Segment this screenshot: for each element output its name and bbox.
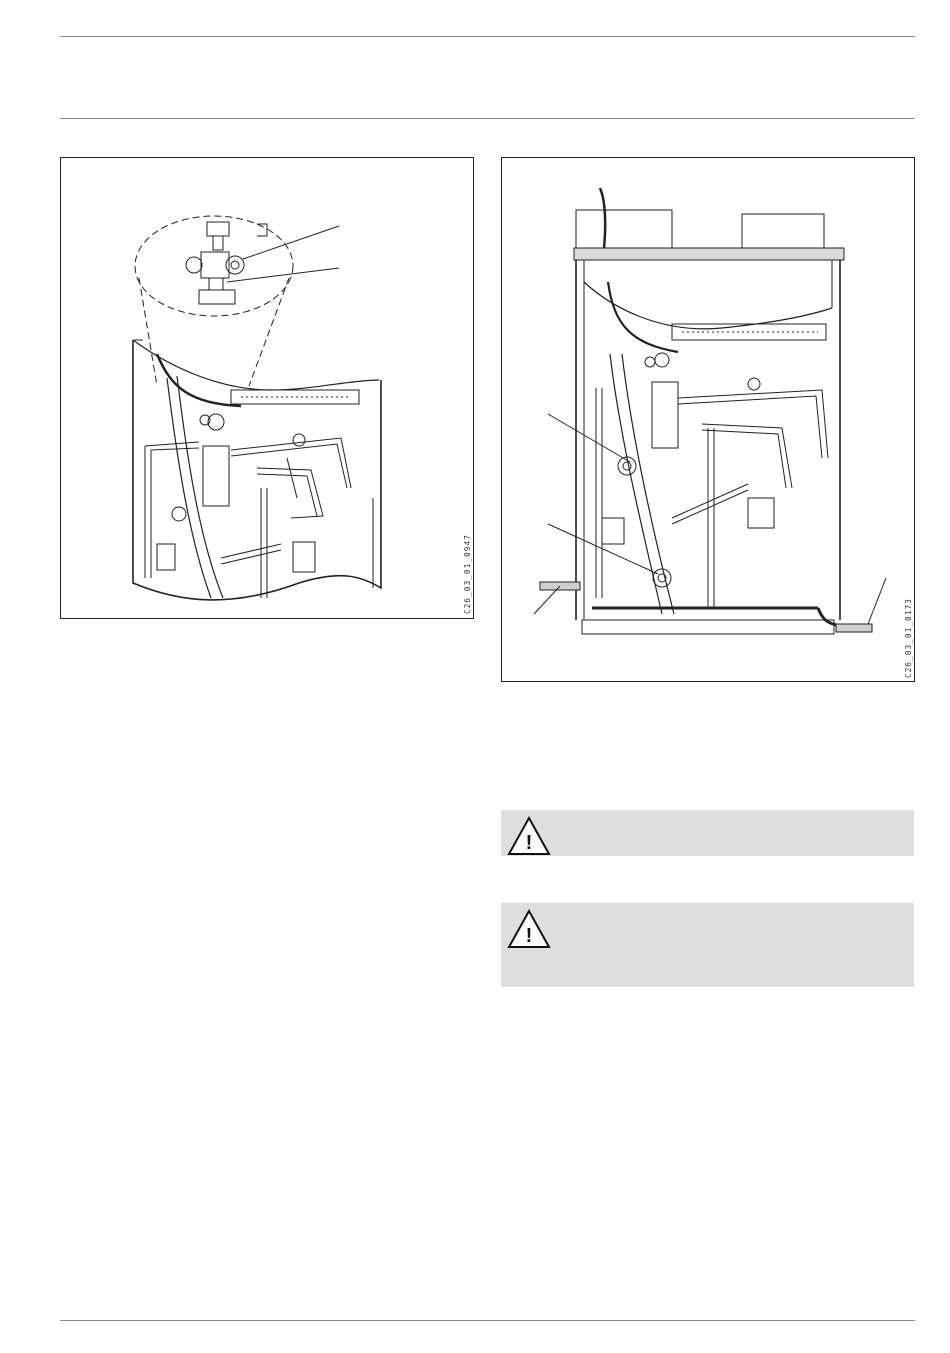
- callout-4: [868, 578, 886, 624]
- figure-code: C26_03_01_0173: [904, 597, 913, 678]
- warning-symbol: !: [525, 925, 533, 947]
- callout-2: [227, 268, 339, 282]
- footer-rule: [60, 1320, 915, 1321]
- detail-magnifier: [135, 216, 293, 316]
- warning-triangle-icon: [507, 909, 551, 949]
- warning-triangle-icon: [507, 816, 551, 856]
- figure-right: [501, 157, 915, 682]
- header-rule-bottom: [60, 118, 915, 119]
- callout-2: [548, 524, 658, 574]
- figure-left: [60, 157, 474, 619]
- warning-box-1: [501, 810, 914, 856]
- figure-right-drawing: [502, 158, 916, 683]
- figure-left-drawing: [61, 158, 475, 620]
- header-rule-top: [60, 36, 915, 37]
- warning-symbol: !: [525, 832, 533, 854]
- warning-box-2: [501, 903, 914, 987]
- callout-1: [548, 414, 630, 462]
- figure-code: C26_03_01_0947: [463, 533, 472, 614]
